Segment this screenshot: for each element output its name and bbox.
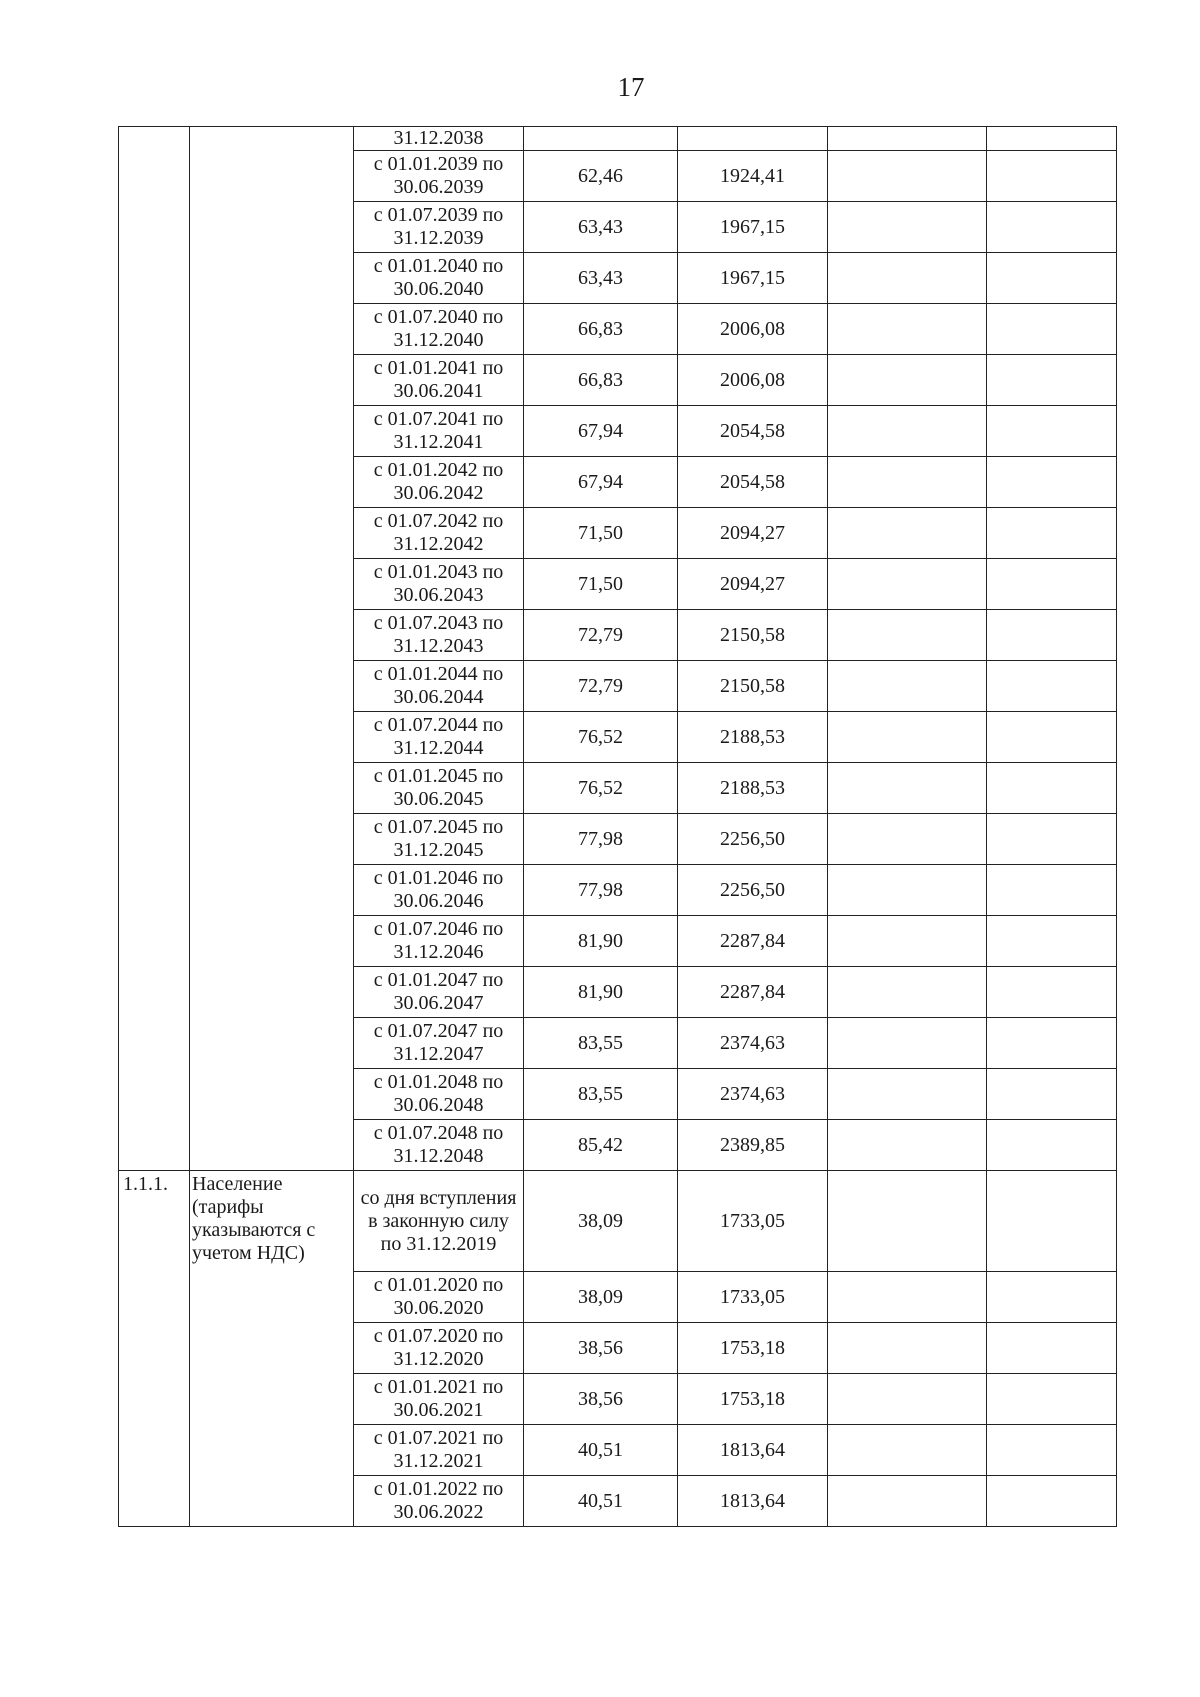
period-cell: с 01.07.2042 по 31.12.2042 xyxy=(354,508,524,559)
period-cell: с 01.01.2042 по 30.06.2042 xyxy=(354,457,524,508)
empty-cell xyxy=(828,916,987,967)
period-cell: с 01.01.2021 по 30.06.2021 xyxy=(354,1374,524,1425)
tariff-value-2: 1733,05 xyxy=(678,1171,828,1272)
table-row xyxy=(119,127,1117,151)
value-cell xyxy=(678,127,828,151)
tariff-value-1: 38,56 xyxy=(524,1323,678,1374)
period-cell: с 01.01.2022 по 30.06.2022 xyxy=(354,1476,524,1527)
empty-cell xyxy=(987,610,1117,661)
tariff-value-1: 76,52 xyxy=(524,712,678,763)
empty-cell xyxy=(828,1374,987,1425)
period-cell: с 01.01.2045 по 30.06.2045 xyxy=(354,763,524,814)
empty-cell xyxy=(828,1272,987,1323)
period-cell: с 01.01.2046 по 30.06.2046 xyxy=(354,865,524,916)
empty-cell xyxy=(987,712,1117,763)
tariff-value-1: 85,42 xyxy=(524,1120,678,1171)
tariff-value-2: 2287,84 xyxy=(678,916,828,967)
tariff-value-1: 38,09 xyxy=(524,1272,678,1323)
period-cell: с 01.07.2020 по 31.12.2020 xyxy=(354,1323,524,1374)
period-cell: с 01.07.2048 по 31.12.2048 xyxy=(354,1120,524,1171)
tariff-value-2: 1753,18 xyxy=(678,1323,828,1374)
empty-cell xyxy=(987,304,1117,355)
period-cell: с 01.07.2044 по 31.12.2044 xyxy=(354,712,524,763)
tariff-value-2: 1967,15 xyxy=(678,202,828,253)
empty-cell xyxy=(828,253,987,304)
period-cell: со дня вступления в законную силу по 31.12.2019 xyxy=(354,1171,524,1272)
empty-cell xyxy=(828,151,987,202)
period-cell: 31.12.2038 xyxy=(354,127,524,151)
empty-cell xyxy=(828,1425,987,1476)
tariff-value-2: 2374,63 xyxy=(678,1018,828,1069)
tariff-value-2: 2256,50 xyxy=(678,865,828,916)
empty-cell xyxy=(828,610,987,661)
period-cell: с 01.07.2047 по 31.12.2047 xyxy=(354,1018,524,1069)
tariff-value-2: 2054,58 xyxy=(678,406,828,457)
tariff-value-1: 72,79 xyxy=(524,610,678,661)
period-cell: с 01.01.2043 по 30.06.2043 xyxy=(354,559,524,610)
section-number: 1.1.1. xyxy=(119,1171,190,1527)
period-cell: с 01.01.2020 по 30.06.2020 xyxy=(354,1272,524,1323)
empty-cell xyxy=(987,1374,1117,1425)
tariff-value-2: 2006,08 xyxy=(678,355,828,406)
empty-cell xyxy=(828,457,987,508)
empty-cell xyxy=(828,559,987,610)
section-category: Население (тарифы указываются с учетом НДС) xyxy=(190,1171,354,1527)
empty-cell xyxy=(987,661,1117,712)
empty-cell xyxy=(828,304,987,355)
empty-cell xyxy=(987,457,1117,508)
tariff-value-1: 66,83 xyxy=(524,304,678,355)
tariff-value-1: 67,94 xyxy=(524,406,678,457)
empty-cell xyxy=(987,1476,1117,1527)
tariff-value-2: 2150,58 xyxy=(678,661,828,712)
empty-cell xyxy=(828,1171,987,1272)
table-row xyxy=(119,1171,1117,1272)
empty-cell xyxy=(987,763,1117,814)
period-cell: с 01.07.2046 по 31.12.2046 xyxy=(354,916,524,967)
empty-cell xyxy=(828,1476,987,1527)
period-cell: с 01.07.2040 по 31.12.2040 xyxy=(354,304,524,355)
empty-cell xyxy=(987,865,1117,916)
tariff-value-2: 1813,64 xyxy=(678,1425,828,1476)
empty-cell xyxy=(987,1425,1117,1476)
tariff-value-2: 2374,63 xyxy=(678,1069,828,1120)
empty-cell xyxy=(828,202,987,253)
period-cell: с 01.07.2043 по 31.12.2043 xyxy=(354,610,524,661)
tariff-value-2: 2150,58 xyxy=(678,610,828,661)
tariff-value-1: 83,55 xyxy=(524,1018,678,1069)
tariff-value-1: 63,43 xyxy=(524,253,678,304)
tariff-value-2: 1733,05 xyxy=(678,1272,828,1323)
period-cell: с 01.01.2040 по 30.06.2040 xyxy=(354,253,524,304)
empty-cell xyxy=(987,559,1117,610)
tariff-value-2: 2188,53 xyxy=(678,712,828,763)
tariff-value-2: 2287,84 xyxy=(678,967,828,1018)
empty-cell xyxy=(828,406,987,457)
period-cell: с 01.01.2041 по 30.06.2041 xyxy=(354,355,524,406)
tariff-value-2: 2094,27 xyxy=(678,559,828,610)
tariff-value-1: 71,50 xyxy=(524,559,678,610)
tariff-value-1: 62,46 xyxy=(524,151,678,202)
empty-cell xyxy=(987,508,1117,559)
tariff-value-1: 71,50 xyxy=(524,508,678,559)
empty-cell xyxy=(828,508,987,559)
tariff-value-2: 1924,41 xyxy=(678,151,828,202)
tariff-value-2: 1813,64 xyxy=(678,1476,828,1527)
tariff-value-1: 77,98 xyxy=(524,865,678,916)
empty-cell xyxy=(987,1171,1117,1272)
period-cell: с 01.01.2048 по 30.06.2048 xyxy=(354,1069,524,1120)
empty-cell xyxy=(987,967,1117,1018)
page-number: 17 xyxy=(617,72,645,102)
empty-cell xyxy=(828,763,987,814)
empty-cell xyxy=(987,151,1117,202)
empty-cell xyxy=(987,355,1117,406)
tariff-value-1: 40,51 xyxy=(524,1476,678,1527)
tariff-value-1: 81,90 xyxy=(524,916,678,967)
tariff-value-2: 1753,18 xyxy=(678,1374,828,1425)
tariff-value-1: 81,90 xyxy=(524,967,678,1018)
tariff-value-1: 77,98 xyxy=(524,814,678,865)
empty-cell xyxy=(828,1323,987,1374)
tariff-value-1: 72,79 xyxy=(524,661,678,712)
empty-cell xyxy=(828,814,987,865)
empty-cell xyxy=(828,1120,987,1171)
empty-cell xyxy=(987,814,1117,865)
tariff-value-1: 40,51 xyxy=(524,1425,678,1476)
tariff-value-2: 2054,58 xyxy=(678,457,828,508)
period-cell: с 01.07.2045 по 31.12.2045 xyxy=(354,814,524,865)
tariff-value-2: 2188,53 xyxy=(678,763,828,814)
empty-cell xyxy=(987,1272,1117,1323)
tariff-value-2: 2094,27 xyxy=(678,508,828,559)
period-cell: с 01.01.2047 по 30.06.2047 xyxy=(354,967,524,1018)
empty-cell xyxy=(987,127,1117,151)
tariff-value-2: 2256,50 xyxy=(678,814,828,865)
period-cell: с 01.07.2039 по 31.12.2039 xyxy=(354,202,524,253)
empty-cell xyxy=(828,355,987,406)
empty-cell xyxy=(987,202,1117,253)
empty-cell xyxy=(987,1018,1117,1069)
empty-cell xyxy=(828,1018,987,1069)
empty-cell xyxy=(828,967,987,1018)
empty-cell xyxy=(987,1069,1117,1120)
tariff-value-2: 2006,08 xyxy=(678,304,828,355)
tariff-value-2: 2389,85 xyxy=(678,1120,828,1171)
empty-cell xyxy=(987,253,1117,304)
tariff-value-1: 66,83 xyxy=(524,355,678,406)
empty-cell xyxy=(828,661,987,712)
empty-cell xyxy=(987,1323,1117,1374)
empty-cell xyxy=(987,916,1117,967)
empty-cell xyxy=(987,406,1117,457)
empty-cell xyxy=(828,1069,987,1120)
period-cell: с 01.01.2039 по 30.06.2039 xyxy=(354,151,524,202)
tariff-value-1: 38,56 xyxy=(524,1374,678,1425)
row-number-cell xyxy=(119,127,190,1171)
tariff-value-1: 63,43 xyxy=(524,202,678,253)
tariff-value-1: 76,52 xyxy=(524,763,678,814)
tariff-value-1: 38,09 xyxy=(524,1171,678,1272)
tariff-value-1: 83,55 xyxy=(524,1069,678,1120)
empty-cell xyxy=(828,712,987,763)
tariff-value-2: 1967,15 xyxy=(678,253,828,304)
empty-cell xyxy=(828,127,987,151)
tariff-value-1: 67,94 xyxy=(524,457,678,508)
value-cell xyxy=(524,127,678,151)
period-cell: с 01.01.2044 по 30.06.2044 xyxy=(354,661,524,712)
category-cell xyxy=(190,127,354,1171)
period-cell: с 01.07.2021 по 31.12.2021 xyxy=(354,1425,524,1476)
period-cell: с 01.07.2041 по 31.12.2041 xyxy=(354,406,524,457)
empty-cell xyxy=(987,1120,1117,1171)
tariff-table xyxy=(118,126,1117,1527)
empty-cell xyxy=(828,865,987,916)
